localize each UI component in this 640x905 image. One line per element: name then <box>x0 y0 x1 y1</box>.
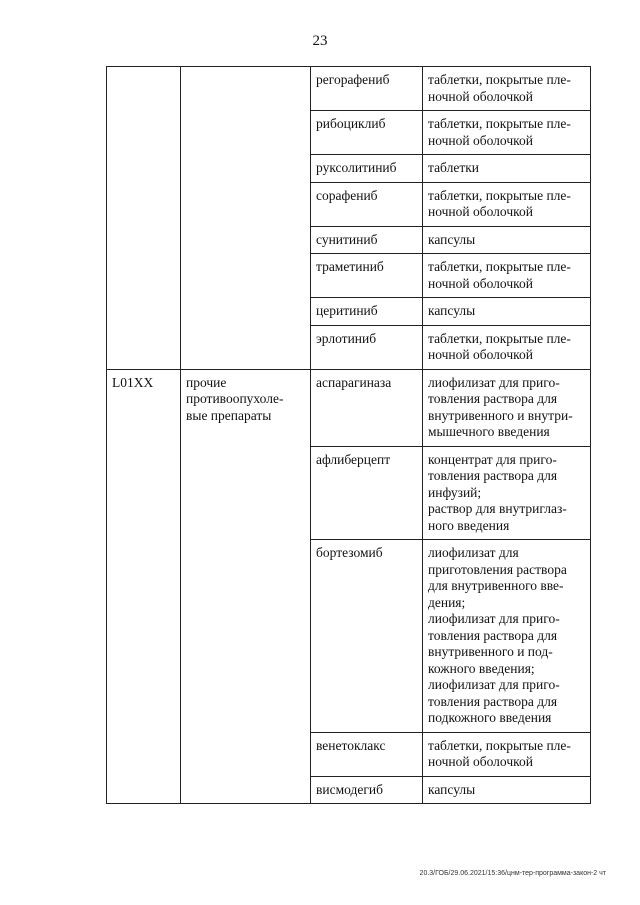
drug-name-cell: венетоклакс <box>311 732 423 776</box>
drug-name-cell: бортезомиб <box>311 540 423 733</box>
dosage-form-cell: таблетки, покрытые пле- ночной оболочкой <box>423 254 591 298</box>
drug-name-cell: сорафениб <box>311 182 423 226</box>
atc-group-cell <box>181 67 311 370</box>
drug-table <box>106 66 591 804</box>
dosage-form-cell: лиофилизат для приго- товления раствора для внутривенного и внутри- мышечного введения <box>423 369 591 446</box>
drug-name-cell: регорафениб <box>311 67 423 111</box>
drug-name-cell: аспарагиназа <box>311 369 423 446</box>
dosage-form-cell: таблетки <box>423 155 591 183</box>
dosage-form-cell: капсулы <box>423 298 591 326</box>
drug-name-cell: траметиниб <box>311 254 423 298</box>
footer-stamp: 20.3/ГОБ/29.06.2021/15:36/цнм-тер-программа-закон-2 чт <box>419 870 606 877</box>
drug-name-cell: сунитиниб <box>311 226 423 254</box>
dosage-form-cell: лиофилизат для приготовления раствора для внутривенного вве- дения; лиофилизат для приго- товления раствора для внутривенного и под- кожного введения; лиофилизат для приго- товления раствора для подкожного введения <box>423 540 591 733</box>
atc-code-cell <box>107 67 181 370</box>
page-number: 23 <box>312 33 328 49</box>
table-row <box>107 67 591 111</box>
dosage-form-cell: капсулы <box>423 776 591 804</box>
drug-name-cell: афлиберцепт <box>311 446 423 540</box>
drug-name-cell: церитиниб <box>311 298 423 326</box>
dosage-form-cell: таблетки, покрытые пле- ночной оболочкой <box>423 182 591 226</box>
drug-name-cell: руксолитиниб <box>311 155 423 183</box>
dosage-form-cell: концентрат для приго- товления раствора для инфузий; раствор для внутриглаз- ного введения <box>423 446 591 540</box>
drug-name-cell: висмодегиб <box>311 776 423 804</box>
dosage-form-cell: таблетки, покрытые пле- ночной оболочкой <box>423 732 591 776</box>
dosage-form-cell: таблетки, покрытые пле- ночной оболочкой <box>423 111 591 155</box>
dosage-form-cell: капсулы <box>423 226 591 254</box>
drug-table-body <box>107 67 591 804</box>
atc-code-cell: L01XX <box>107 369 181 804</box>
drug-name-cell: рибоциклиб <box>311 111 423 155</box>
drug-name-cell: эрлотиниб <box>311 325 423 369</box>
table-row <box>107 369 591 446</box>
atc-group-cell: прочие противоопухоле- вые препараты <box>181 369 311 804</box>
dosage-form-cell: таблетки, покрытые пле- ночной оболочкой <box>423 67 591 111</box>
dosage-form-cell: таблетки, покрытые пле- ночной оболочкой <box>423 325 591 369</box>
